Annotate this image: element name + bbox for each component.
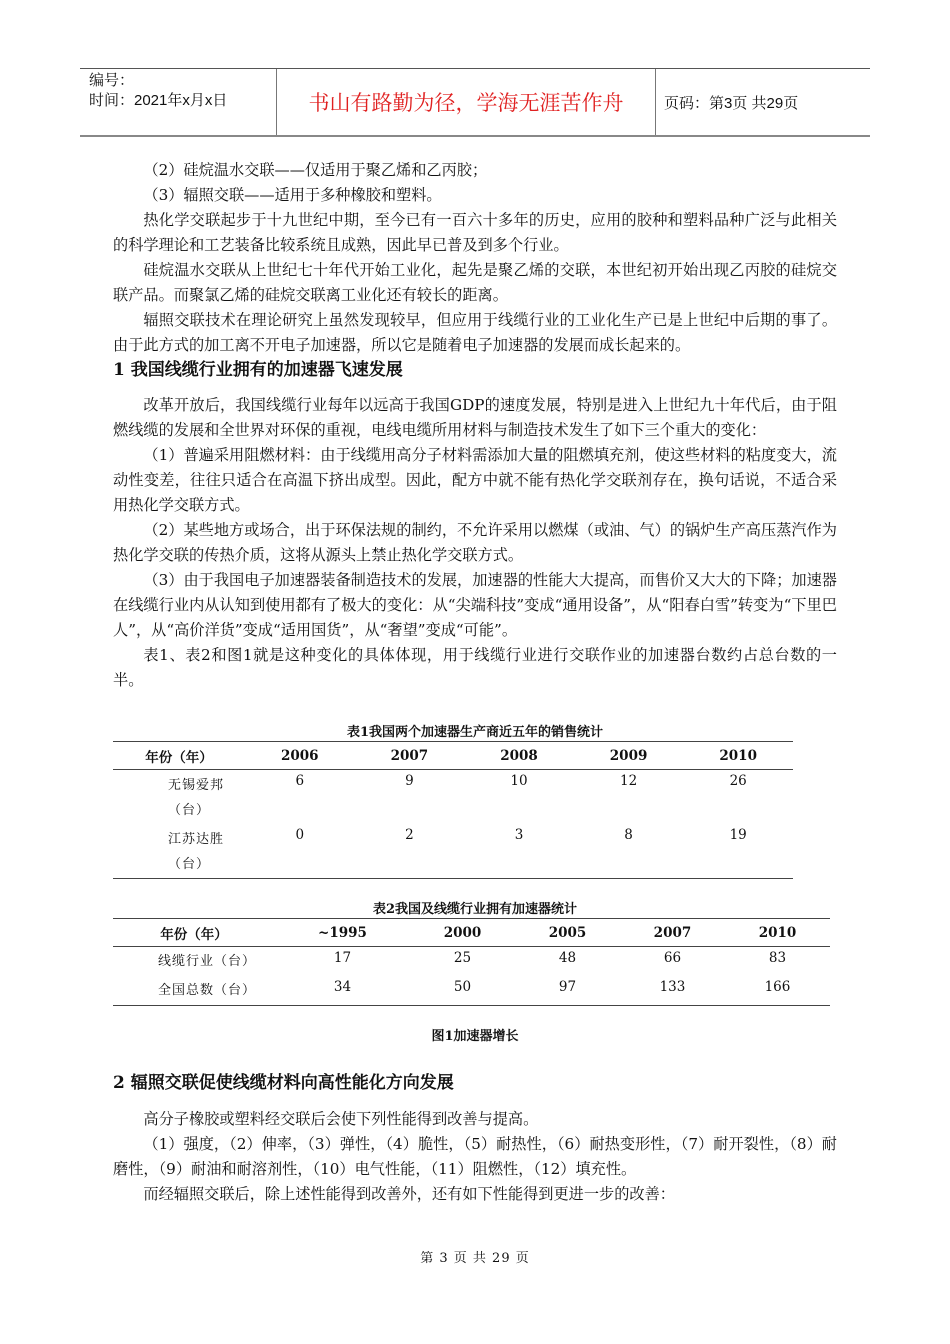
cell: 12 — [619, 773, 638, 789]
row-label-unit: （台） — [168, 857, 211, 872]
row-label — [113, 770, 245, 825]
column-header: 2006 — [245, 742, 355, 770]
table-1-title: 表1我国两个加速器生产商近五年的销售统计 — [346, 725, 604, 740]
cell: 17 — [333, 950, 352, 966]
paragraph: （3）辐照交联——适用于多种橡胶和塑料。 — [143, 186, 442, 204]
row-label: 线缆行业（台） — [158, 954, 257, 969]
table-row — [113, 824, 793, 879]
header-motto: 书山有路勤为径，学海无涯苦作舟 — [277, 69, 656, 135]
cell: 8 — [574, 824, 684, 879]
cell: 166 — [725, 976, 830, 1006]
cell: 83 — [768, 950, 787, 966]
paragraph: （3）由于我国电子加速器装备制造技术的发展，加速器的性能大大提高，而售价又大大的下降；加速器在线缆行业内从认知到使用都有了极大的变化：从“尖端科技”变成“通用设备”，从“阳春白雪”转变为“下里巴人”，从“高价洋货”变成“适用国货”，从“奢望”变成“可能”。 — [113, 571, 837, 639]
cell: 6 — [295, 773, 305, 789]
column-header: 2010 — [725, 919, 830, 947]
paragraph: 辐照交联技术在理论研究上虽然发现较早，但应用于线缆行业的工业化生产已是上世纪中后期的事了。由于此方式的加工离不开电子加速器，所以它是随着电子加速器的发展而成长起来的。 — [113, 311, 837, 354]
figure-1-caption: 图1加速器增长 — [431, 1029, 519, 1044]
table-header-row — [113, 742, 793, 770]
cell: 25 — [453, 950, 472, 966]
cell: 66 — [663, 950, 682, 966]
table-header-row — [113, 919, 830, 947]
cell: 48 — [558, 950, 577, 966]
column-header: ~1995 — [275, 919, 410, 947]
column-header: 2008 — [464, 742, 574, 770]
paragraph: 表1、表2和图1就是这种变化的具体体现，用于线缆行业进行交联作业的加速器台数约占总台数的一半。 — [113, 646, 837, 689]
cell: 10 — [510, 773, 528, 789]
cell: 97 — [515, 976, 620, 1006]
paragraph: 热化学交联起步于十九世纪中期，至今已有一百六十多年的历史，应用的胶种和塑料品种广泛与此相关的科学理论和工艺装备比较系统且成熟，因此早已普及到多个行业。 — [113, 211, 837, 254]
paragraph: 改革开放后，我国线缆行业每年以远高于我国GDP的速度发展，特别是进入上世纪九十年代后，由于阻燃线缆的发展和全世界对环保的重视，电线电缆所用材料与制造技术发生了如下三个重大的变化： — [113, 396, 837, 439]
paragraph: （2）某些地方或场合，出于环保法规的制约，不允许采用以燃煤（或油、气）的锅炉生产高压蒸汽作为热化学交联的传热介质，这将从源头上禁止热化学交联方式。 — [113, 521, 837, 564]
header-meta — [80, 69, 277, 135]
cell: 3 — [464, 824, 574, 879]
row-label: 全国总数（台） — [113, 976, 275, 1006]
column-header: 2010 — [683, 742, 793, 770]
cell: 9 — [405, 773, 414, 789]
row-label — [113, 824, 245, 879]
paragraph: （1）普遍采用阻燃材料：由于线缆用高分子材料需添加大量的阻燃填充剂，使这些材料的粘度变大，流动性变差，往往只适合在高温下挤出成型。因此，配方中就不能有热化学交联剂存在，换句话说，不适合采用热化学交联方式。 — [113, 446, 837, 514]
table-2 — [113, 918, 830, 1006]
cell: 19 — [683, 824, 793, 879]
cell: 0 — [245, 824, 355, 879]
number-label: 编号： — [89, 72, 135, 89]
cell: 50 — [410, 976, 515, 1006]
section-2-heading: 2 辐照交联促使线缆材料向高性能化方向发展 — [113, 1073, 454, 1093]
table-1 — [113, 741, 793, 879]
intro-text — [113, 158, 837, 358]
column-header: 2009 — [574, 742, 684, 770]
column-header: 2007 — [355, 742, 465, 770]
section-2-text — [113, 1107, 837, 1207]
paragraph: 而经辐照交联后，除上述性能得到改善外，还有如下性能得到更进一步的改善： — [143, 1185, 675, 1203]
row-label-name: 江苏达胜 — [168, 832, 225, 847]
section-1-text — [113, 393, 837, 693]
table-row — [113, 947, 830, 977]
page-footer: 第 3 页 共 29 页 — [420, 1251, 530, 1266]
paragraph: 高分子橡胶或塑料经交联后会使下列性能得到改善与提高。 — [143, 1110, 539, 1128]
cell: 2 — [355, 824, 465, 879]
column-header: 年份（年） — [113, 742, 245, 770]
column-header: 年份（年） — [113, 919, 275, 947]
time-label: 时间：2021年x月x日 — [89, 92, 228, 109]
paragraph: （1）强度，（2）伸率，（3）弹性，（4）脆性，（5）耐热性，（6）耐热变形性，（7）耐开裂性，（8）耐磨性，（9）耐油和耐溶剂性，（10）电气性能，（11）阻燃性，（12）填充性。 — [113, 1135, 837, 1178]
column-header: 2005 — [515, 919, 620, 947]
cell: 133 — [620, 976, 725, 1006]
row-label-name: 无锡爱邦 — [168, 778, 225, 793]
section-1-heading: 1 我国线缆行业拥有的加速器飞速发展 — [113, 360, 403, 380]
row-label-unit: （台） — [168, 803, 211, 818]
column-header: 2007 — [620, 919, 725, 947]
cell: 34 — [275, 976, 410, 1006]
paragraph: （2）硅烷温水交联——仅适用于聚乙烯和乙丙胶； — [143, 161, 488, 179]
table-2-title: 表2我国及线缆行业拥有加速器统计 — [372, 902, 578, 917]
cell: 26 — [729, 773, 747, 789]
paragraph: 硅烷温水交联从上世纪七十年代开始工业化，起先是聚乙烯的交联，本世纪初开始出现乙丙胶的硅烷交联产品。而聚氯乙烯的硅烷交联离工业化还有较长的距离。 — [113, 261, 837, 304]
table-row — [113, 976, 830, 1006]
header-page: 页码：第3页 共29页 — [664, 94, 799, 112]
column-header: 2000 — [410, 919, 515, 947]
table-row — [113, 770, 793, 825]
page-header — [80, 68, 870, 137]
